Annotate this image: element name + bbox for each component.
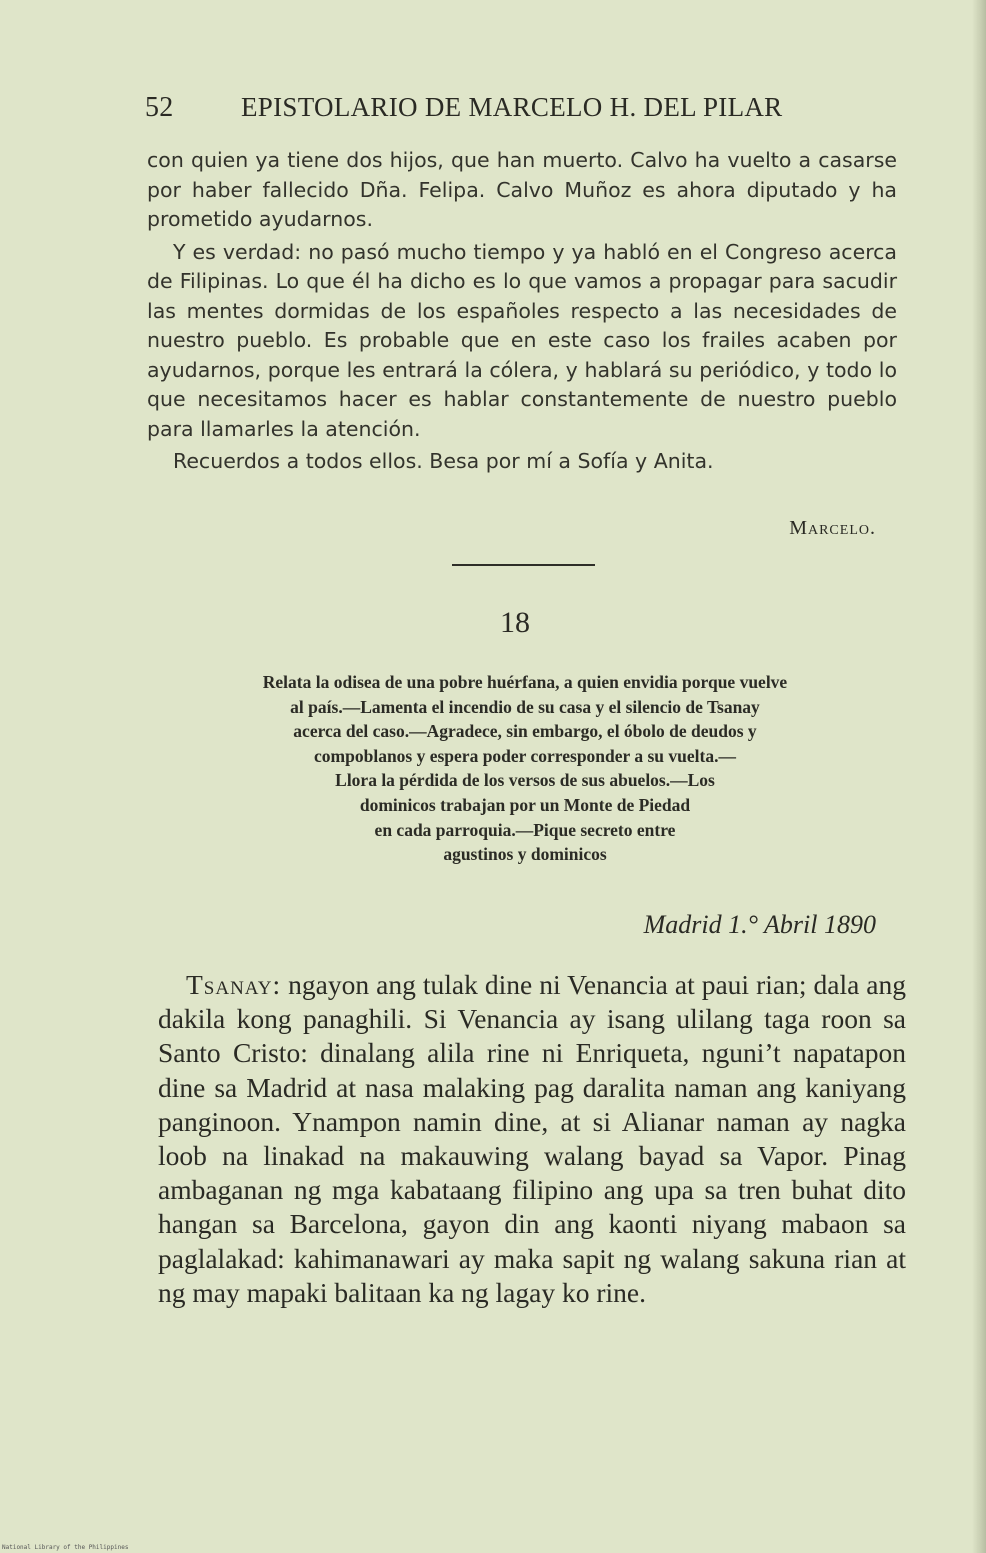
dateline: Madrid 1.° Abril 1890 xyxy=(643,910,876,939)
library-credit: National Library of the Philippines xyxy=(2,1544,129,1551)
signature: Marcelo. xyxy=(789,517,876,539)
paragraph: Recuerdos a todos ellos. Besa por mí a Sofía y Anita. xyxy=(173,449,714,473)
page-spine-shadow xyxy=(972,0,986,1553)
letter17-text xyxy=(147,146,897,477)
body-text: ngayon ang tulak dine ni Venancia at paui rian; dala ang dakila kong panaghili. Si Venancia ay isang ulilang taga roon sa Santo Cristo: dinalang alila rine ni Enriqueta, nguni’t napatapon dine sa Madrid at nasa malaking pag daralita naman ang kaniyang panginoon. Ynampon namin dine, at si Alianar naman ay nagka loob na linakad na makauwing walang bayad sa Vapor. Pinag ambaganan ng mga kabataang filipino ang upa sa tren buhat dito hangan sa Barcelona, gayon din ang kaonti niyang mabaon sa paglalakad: kahimanawari ay maka sapit ng walang sakuna rian at ng may mapaki balitaan ka ng lagay ko rine. xyxy=(158,969,907,1308)
summary-line: compoblanos y espera poder corresponder a su vuelta.— xyxy=(314,745,736,766)
paragraph xyxy=(158,968,906,1310)
running-head xyxy=(145,92,845,124)
summary-line: acerca del caso.—Agradece, sin embargo, el óbolo de deudos y xyxy=(293,721,757,742)
summary-line: al país.—Lamenta el incendio de su casa y el silencio de Tsanay xyxy=(290,696,760,717)
salutation: Tsanay: xyxy=(186,969,282,1000)
paragraph: Y es verdad: no pasó mucho tiempo y ya habló en el Congreso acerca de Filipinas. Lo que él ha dicho es lo que vamos a propagar para sacudir las mentes dormidas de los españoles respecto a las necesidades de nuestro pueblo. Es probable que en este caso los frailes acaben por ayudarnos, porque les entrará la cólera, y hablará su periódico, y todo lo que necesitamos hacer es hablar constantemente de nuestro pueblo para llamarles la atención. xyxy=(147,239,897,441)
summary-line: en cada parroquia.—Pique secreto entre xyxy=(374,819,676,840)
summary-line: dominicos trabajan por un Monte de Piedad xyxy=(359,794,691,815)
section-divider xyxy=(452,564,595,566)
letter18-body xyxy=(158,968,906,1310)
summary-line: Llora la pérdida de los versos de sus abuelos.—Los xyxy=(335,770,715,791)
summary-line: agustinos y dominicos xyxy=(443,844,607,865)
paragraph: con quien ya tiene dos hijos, que han muerto. Calvo ha vuelto a casarse por haber fallecido Dña. Felipa. Calvo Muñoz es ahora diputado y ha prometido ayudarnos. xyxy=(147,148,897,231)
letter-number: 18 xyxy=(500,606,530,639)
letter-summary xyxy=(148,670,902,867)
book-title: EPISTOLARIO DE MARCELO H. DEL PILAR xyxy=(241,92,783,122)
page-number: 52 xyxy=(145,92,174,123)
summary-line: Relata la odisea de una pobre huérfana, a quien envidia porque vuelve xyxy=(262,672,788,692)
